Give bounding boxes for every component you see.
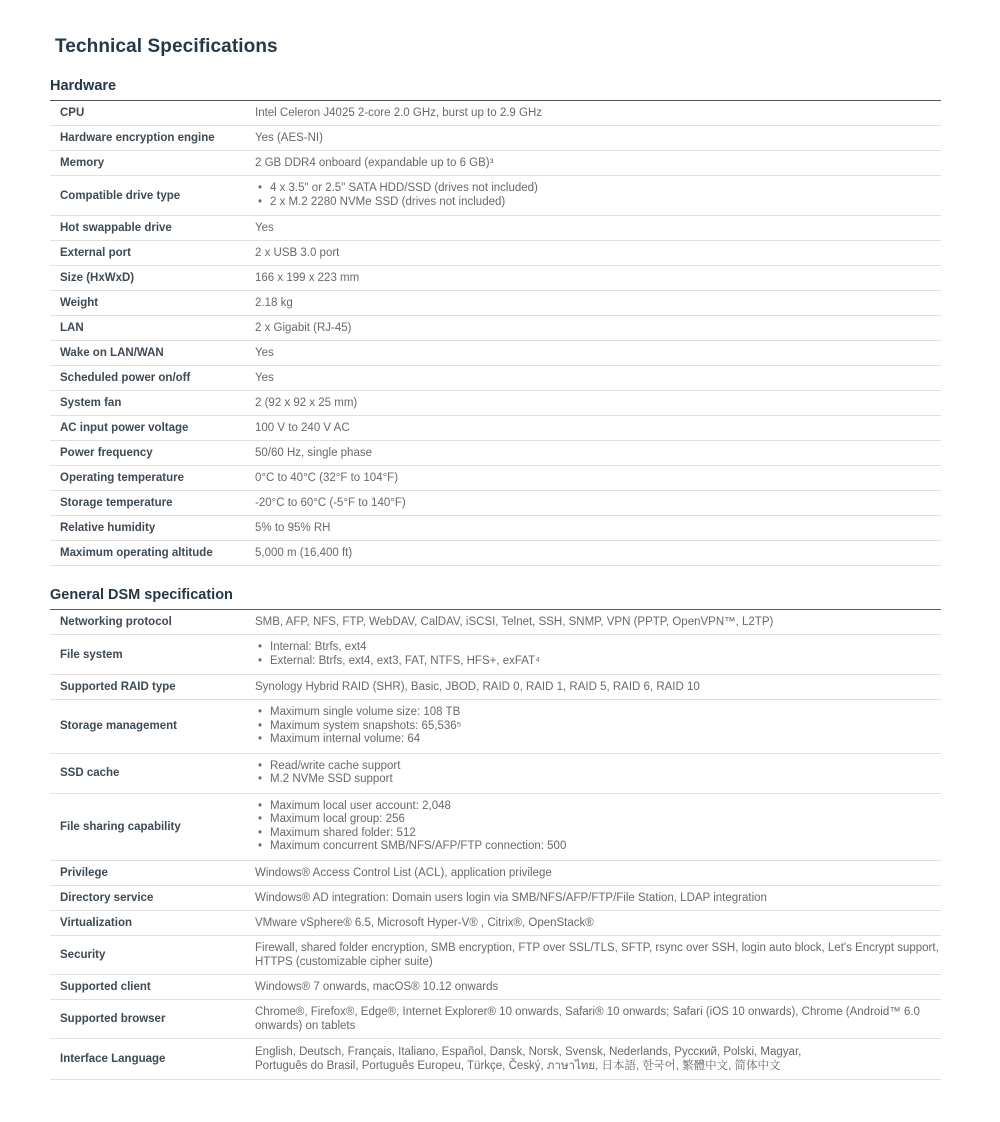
spec-value: Windows® Access Control List (ACL), application privilege <box>255 860 941 885</box>
table-row <box>50 101 941 126</box>
spec-label: CPU <box>50 101 255 126</box>
bullet-item: • M.2 NVMe SSD support <box>255 773 941 787</box>
spec-label: SSD cache <box>50 753 255 793</box>
bullet-item: • Read/write cache support <box>255 760 941 774</box>
spec-label: Networking protocol <box>50 610 255 635</box>
spec-value: Yes (AES-NI) <box>255 126 941 151</box>
value-line: Português do Brasil, Português Europeu, Türkçe, Český, ภาษาไทย, 日本語, 한국어, 繁體中文, 简体中文 <box>255 1059 781 1072</box>
spec-value: 50/60 Hz, single phase <box>255 441 941 466</box>
bullet-item: • 4 x 3.5" or 2.5" SATA HDD/SSD (drives not included) <box>255 182 941 196</box>
spec-value <box>255 700 941 754</box>
spec-label: AC input power voltage <box>50 416 255 441</box>
value-line: English, Deutsch, Français, Italiano, Español, Dansk, Norsk, Svensk, Nederlands, Русский, Polski, Magyar, <box>255 1045 802 1058</box>
table-row <box>50 316 941 341</box>
table-row <box>50 151 941 176</box>
spec-label: Interface Language <box>50 1038 255 1079</box>
spec-label: Scheduled power on/off <box>50 366 255 391</box>
spec-label: Directory service <box>50 885 255 910</box>
spec-value: Yes <box>255 341 941 366</box>
page-title: Technical Specifications <box>55 36 278 57</box>
spec-value <box>255 753 941 793</box>
spec-value: 5,000 m (16,400 ft) <box>255 541 941 566</box>
spec-value: 2.18 kg <box>255 291 941 316</box>
table-row <box>50 216 941 241</box>
bullet-item: • Maximum system snapshots: 65,536⁵ <box>255 720 941 734</box>
table-row <box>50 366 941 391</box>
section-heading: Hardware <box>50 78 941 101</box>
table-row <box>50 753 941 793</box>
spec-section <box>50 587 941 1080</box>
spec-value: 0°C to 40°C (32°F to 104°F) <box>255 466 941 491</box>
spec-label: File sharing capability <box>50 793 255 860</box>
spec-label: Power frequency <box>50 441 255 466</box>
table-row <box>50 675 941 700</box>
spec-value <box>255 793 941 860</box>
bullet-item: • Maximum local user account: 2,048 <box>255 800 941 814</box>
table-row <box>50 793 941 860</box>
spec-table <box>50 101 941 566</box>
table-row <box>50 266 941 291</box>
table-row <box>50 291 941 316</box>
spec-label: Size (HxWxD) <box>50 266 255 291</box>
table-row <box>50 974 941 999</box>
spec-value: Windows® AD integration: Domain users login via SMB/NFS/AFP/FTP/File Station, LDAP integration <box>255 885 941 910</box>
table-row <box>50 516 941 541</box>
spec-label: System fan <box>50 391 255 416</box>
spec-value: Intel Celeron J4025 2-core 2.0 GHz, burst up to 2.9 GHz <box>255 101 941 126</box>
table-row <box>50 176 941 216</box>
bullet-item: • Maximum internal volume: 64 <box>255 733 941 747</box>
spec-label: Hot swappable drive <box>50 216 255 241</box>
spec-value <box>255 635 941 675</box>
bullet-list <box>255 641 941 668</box>
bullet-item: • Maximum single volume size: 108 TB <box>255 706 941 720</box>
spec-value: 5% to 95% RH <box>255 516 941 541</box>
spec-value: 2 (92 x 92 x 25 mm) <box>255 391 941 416</box>
table-row <box>50 999 941 1038</box>
spec-label: Relative humidity <box>50 516 255 541</box>
spec-value: VMware vSphere® 6.5, Microsoft Hyper-V® , Citrix®, OpenStack® <box>255 910 941 935</box>
spec-label: Virtualization <box>50 910 255 935</box>
spec-label: Storage management <box>50 700 255 754</box>
spec-label: Weight <box>50 291 255 316</box>
table-row <box>50 935 941 974</box>
spec-value: Yes <box>255 366 941 391</box>
spec-label: Privilege <box>50 860 255 885</box>
table-row <box>50 341 941 366</box>
spec-label: External port <box>50 241 255 266</box>
spec-label: Hardware encryption engine <box>50 126 255 151</box>
spec-label: Wake on LAN/WAN <box>50 341 255 366</box>
spec-value: Windows® 7 onwards, macOS® 10.12 onwards <box>255 974 941 999</box>
spec-value: -20°C to 60°C (-5°F to 140°F) <box>255 491 941 516</box>
bullet-item: • 2 x M.2 2280 NVMe SSD (drives not included) <box>255 196 941 210</box>
bullet-list <box>255 800 941 854</box>
table-row <box>50 391 941 416</box>
table-row <box>50 610 941 635</box>
bullet-item: • Maximum local group: 256 <box>255 813 941 827</box>
table-row <box>50 126 941 151</box>
spec-value: Chrome®, Firefox®, Edge®, Internet Explorer® 10 onwards, Safari® 10 onwards; Safari (iOS 10 onwards), Chrome (Android™ 6.0 onwards) on tablets <box>255 999 941 1038</box>
sections-container <box>50 78 941 1080</box>
spec-value: 100 V to 240 V AC <box>255 416 941 441</box>
table-row <box>50 541 941 566</box>
spec-value: 2 x Gigabit (RJ-45) <box>255 316 941 341</box>
spec-table <box>50 610 941 1080</box>
bullet-item: • Maximum concurrent SMB/NFS/AFP/FTP connection: 500 <box>255 840 941 854</box>
spec-label: Storage temperature <box>50 491 255 516</box>
spec-label: Maximum operating altitude <box>50 541 255 566</box>
table-row <box>50 241 941 266</box>
table-row <box>50 466 941 491</box>
spec-value <box>255 1038 941 1079</box>
spec-label: File system <box>50 635 255 675</box>
spec-label: Supported client <box>50 974 255 999</box>
table-row <box>50 441 941 466</box>
spec-value: Yes <box>255 216 941 241</box>
spec-section <box>50 78 941 566</box>
spec-label: LAN <box>50 316 255 341</box>
spec-value: Firewall, shared folder encryption, SMB encryption, FTP over SSL/TLS, SFTP, rsync over SSH, login auto block, Let's Encrypt support, HTTPS (customizable cipher suite) <box>255 935 941 974</box>
spec-value: 2 GB DDR4 onboard (expandable up to 6 GB)³ <box>255 151 941 176</box>
bullet-item: • Maximum shared folder: 512 <box>255 827 941 841</box>
table-row <box>50 910 941 935</box>
bullet-item: • Internal: Btrfs, ext4 <box>255 641 941 655</box>
table-row <box>50 700 941 754</box>
table-row <box>50 1038 941 1079</box>
bullet-list <box>255 760 941 787</box>
bullet-list <box>255 706 941 747</box>
table-row <box>50 860 941 885</box>
spec-value: SMB, AFP, NFS, FTP, WebDAV, CalDAV, iSCSI, Telnet, SSH, SNMP, VPN (PPTP, OpenVPN™, L2TP) <box>255 610 941 635</box>
bullet-item: • External: Btrfs, ext4, ext3, FAT, NTFS, HFS+, exFAT⁴ <box>255 655 941 669</box>
bullet-list <box>255 182 941 209</box>
table-row <box>50 885 941 910</box>
section-heading: General DSM specification <box>50 587 941 610</box>
spec-label: Supported RAID type <box>50 675 255 700</box>
table-row <box>50 635 941 675</box>
spec-label: Supported browser <box>50 999 255 1038</box>
spec-value: Synology Hybrid RAID (SHR), Basic, JBOD, RAID 0, RAID 1, RAID 5, RAID 6, RAID 10 <box>255 675 941 700</box>
table-row <box>50 416 941 441</box>
table-row <box>50 491 941 516</box>
spec-value: 166 x 199 x 223 mm <box>255 266 941 291</box>
spec-label: Compatible drive type <box>50 176 255 216</box>
spec-label: Security <box>50 935 255 974</box>
spec-value: 2 x USB 3.0 port <box>255 241 941 266</box>
spec-value <box>255 176 941 216</box>
spec-label: Memory <box>50 151 255 176</box>
spec-label: Operating temperature <box>50 466 255 491</box>
